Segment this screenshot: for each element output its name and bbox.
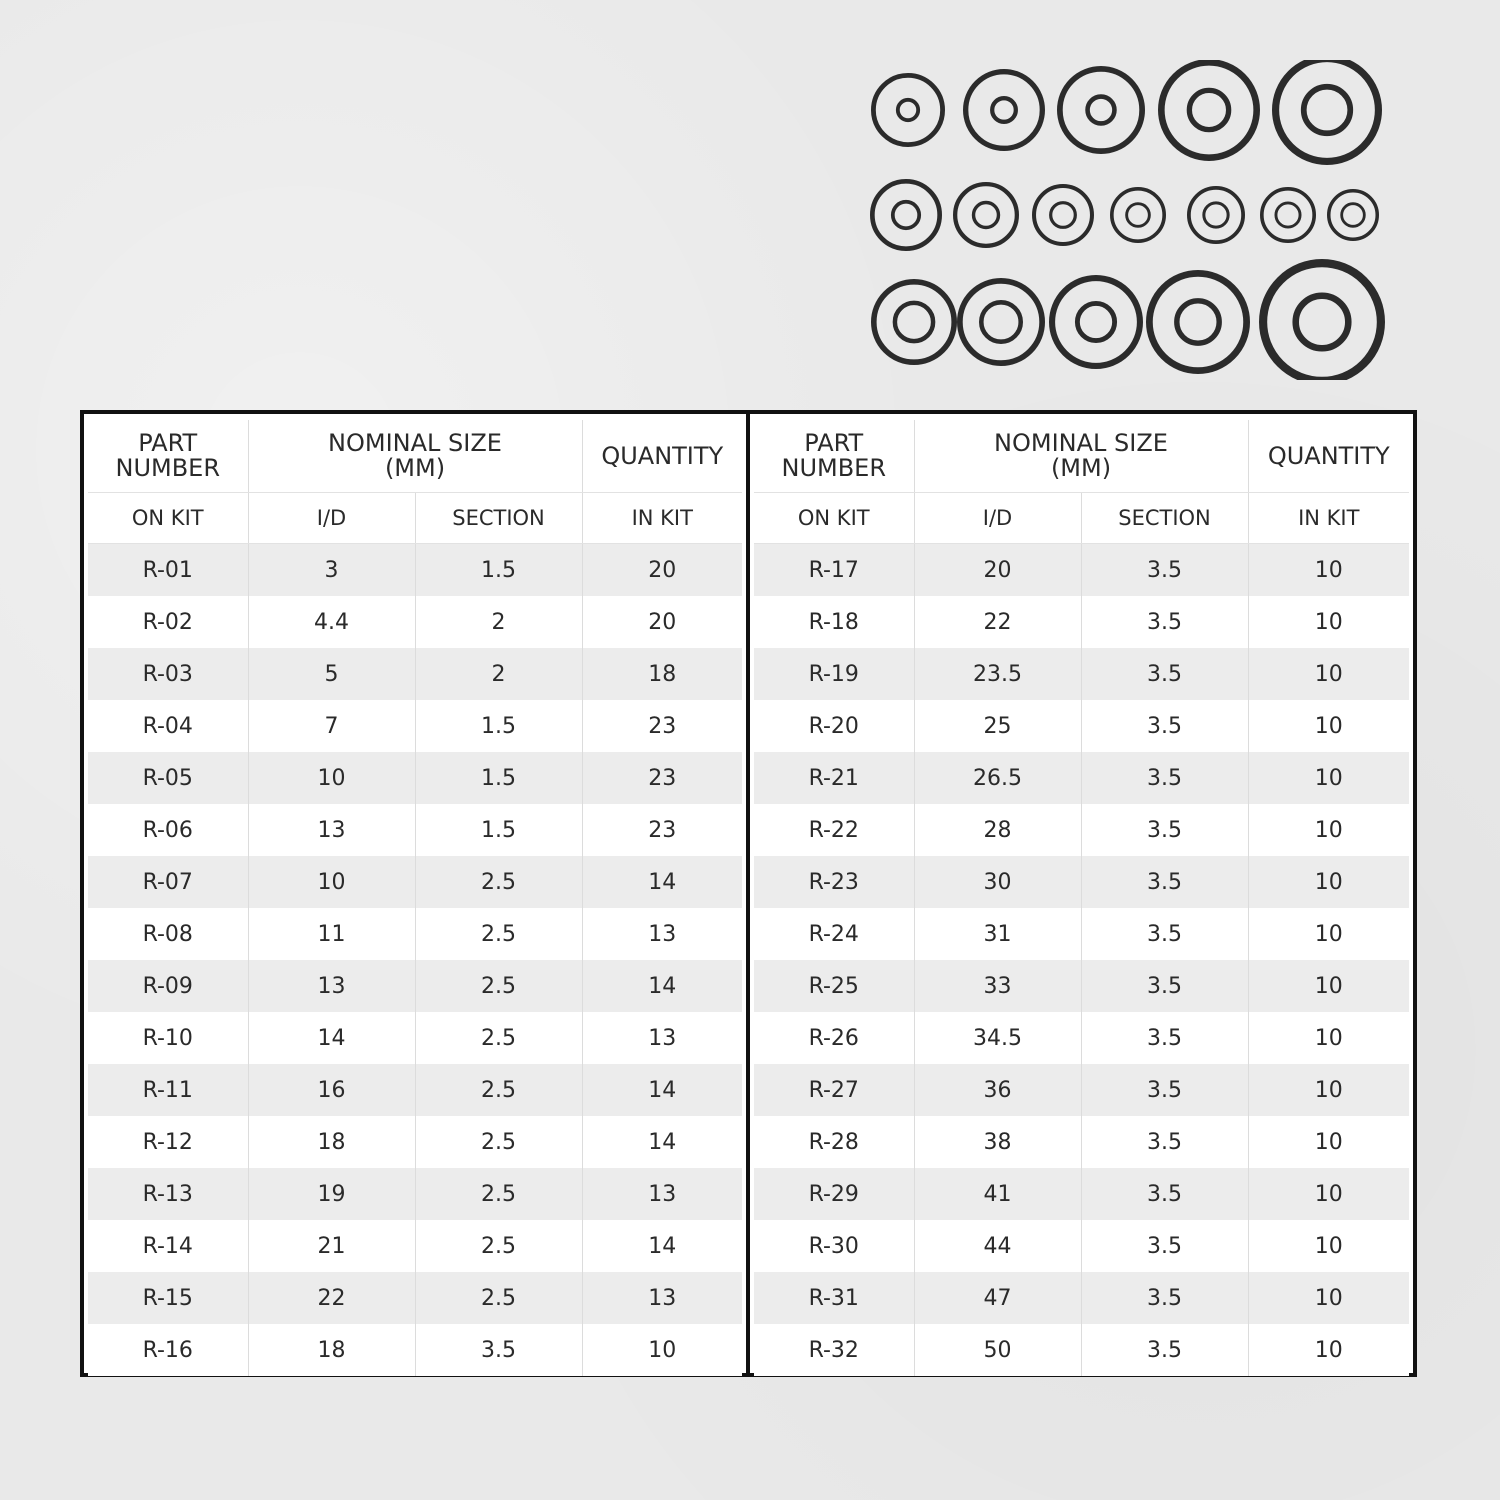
- quantity-cell: 14: [582, 960, 742, 1012]
- id-cell: 16: [248, 1064, 415, 1116]
- section-cell: 3.5: [1081, 700, 1248, 752]
- quantity-cell: 10: [1248, 1012, 1409, 1064]
- quantity-cell: 10: [1248, 908, 1409, 960]
- quantity-cell: 10: [1248, 1272, 1409, 1324]
- section-cell: 2.5: [415, 908, 582, 960]
- quantity-cell: 13: [582, 908, 742, 960]
- section-cell: 2: [415, 596, 582, 648]
- right-table: [754, 420, 1409, 1376]
- o-ring-illustration: [860, 60, 1400, 380]
- part-number-cell: R-09: [88, 960, 248, 1012]
- table-row: [754, 700, 1409, 752]
- part-number-cell: R-10: [88, 1012, 248, 1064]
- section-cell: 3.5: [1081, 908, 1248, 960]
- quantity-cell: 13: [582, 1272, 742, 1324]
- id-cell: 7: [248, 700, 415, 752]
- quantity-cell: 10: [1248, 1064, 1409, 1116]
- id-cell: 5: [248, 648, 415, 700]
- table-row: [754, 804, 1409, 856]
- section-cell: 2.5: [415, 1116, 582, 1168]
- id-cell: 19: [248, 1168, 415, 1220]
- quantity-cell: 10: [1248, 856, 1409, 908]
- table-row: [754, 856, 1409, 908]
- o-ring-icon: [1161, 62, 1256, 157]
- part-number-cell: R-03: [88, 648, 248, 700]
- part-number-cell: R-15: [88, 1272, 248, 1324]
- section-header: SECTION: [1081, 493, 1248, 544]
- o-ring-icon: [1149, 273, 1246, 370]
- quantity-cell: 10: [1248, 1220, 1409, 1272]
- on-kit-header: ON KIT: [88, 493, 248, 544]
- id-cell: 13: [248, 804, 415, 856]
- table-row: [88, 908, 742, 960]
- o-ring-icon: [872, 181, 939, 248]
- id-cell: 3: [248, 544, 415, 597]
- quantity-cell: 10: [1248, 1324, 1409, 1376]
- section-cell: 1.5: [415, 752, 582, 804]
- table-row: [88, 544, 742, 597]
- left-table: [88, 420, 742, 1376]
- table-row: [88, 1116, 742, 1168]
- section-cell: 3.5: [1081, 1116, 1248, 1168]
- part-number-cell: R-07: [88, 856, 248, 908]
- part-number-cell: R-17: [754, 544, 914, 597]
- table-row: [754, 1064, 1409, 1116]
- quantity-cell: 23: [582, 804, 742, 856]
- table-row: [88, 1272, 742, 1324]
- quantity-cell: 18: [582, 648, 742, 700]
- part-number-cell: R-18: [754, 596, 914, 648]
- id-cell: 26.5: [914, 752, 1081, 804]
- in-kit-header: IN KIT: [1248, 493, 1409, 544]
- part-number-cell: R-06: [88, 804, 248, 856]
- id-cell: 38: [914, 1116, 1081, 1168]
- quantity-cell: 10: [582, 1324, 742, 1376]
- o-ring-icon: [1263, 263, 1381, 380]
- id-cell: 31: [914, 908, 1081, 960]
- table-row: [754, 648, 1409, 700]
- id-cell: 44: [914, 1220, 1081, 1272]
- table-row: [754, 960, 1409, 1012]
- table-row: [754, 1272, 1409, 1324]
- part-number-cell: R-08: [88, 908, 248, 960]
- quantity-cell: 10: [1248, 1168, 1409, 1220]
- id-cell: 18: [248, 1324, 415, 1376]
- id-cell: 50: [914, 1324, 1081, 1376]
- part-number-cell: R-04: [88, 700, 248, 752]
- table-row: [754, 1168, 1409, 1220]
- section-header: SECTION: [415, 493, 582, 544]
- table-row: [88, 960, 742, 1012]
- id-cell: 33: [914, 960, 1081, 1012]
- o-ring-icon: [966, 72, 1043, 149]
- id-cell: 41: [914, 1168, 1081, 1220]
- section-cell: 1.5: [415, 804, 582, 856]
- table-row: [754, 596, 1409, 648]
- id-cell: 22: [248, 1272, 415, 1324]
- table-row: [88, 752, 742, 804]
- quantity-cell: 14: [582, 1116, 742, 1168]
- id-cell: 28: [914, 804, 1081, 856]
- id-cell: 23.5: [914, 648, 1081, 700]
- id-cell: 34.5: [914, 1012, 1081, 1064]
- o-ring-icon: [1112, 189, 1164, 241]
- quantity-cell: 20: [582, 544, 742, 597]
- quantity-cell: 14: [582, 856, 742, 908]
- id-header: I/D: [248, 493, 415, 544]
- part-number-cell: R-24: [754, 908, 914, 960]
- o-ring-icon: [874, 282, 954, 362]
- part-number-cell: R-11: [88, 1064, 248, 1116]
- id-cell: 20: [914, 544, 1081, 597]
- section-cell: 3.5: [1081, 1064, 1248, 1116]
- part-number-cell: R-05: [88, 752, 248, 804]
- table-row: [754, 544, 1409, 597]
- section-cell: 2.5: [415, 1012, 582, 1064]
- table-row: [88, 1012, 742, 1064]
- section-cell: 3.5: [1081, 960, 1248, 1012]
- quantity-cell: 10: [1248, 752, 1409, 804]
- table-row: [754, 908, 1409, 960]
- id-cell: 10: [248, 856, 415, 908]
- id-cell: 18: [248, 1116, 415, 1168]
- section-cell: 3.5: [1081, 1220, 1248, 1272]
- part-number-cell: R-22: [754, 804, 914, 856]
- part-number-header: PART NUMBER: [88, 420, 248, 493]
- part-number-cell: R-32: [754, 1324, 914, 1376]
- table-row: [88, 856, 742, 908]
- o-ring-icon: [955, 184, 1017, 246]
- o-ring-icon: [1276, 60, 1379, 161]
- section-cell: 2.5: [415, 1168, 582, 1220]
- quantity-cell: 13: [582, 1168, 742, 1220]
- section-cell: 2.5: [415, 856, 582, 908]
- quantity-cell: 10: [1248, 700, 1409, 752]
- table-row: [754, 1324, 1409, 1376]
- part-number-header: PART NUMBER: [754, 420, 914, 493]
- part-number-cell: R-27: [754, 1064, 914, 1116]
- table-row: [88, 1064, 742, 1116]
- quantity-header: QUANTITY: [582, 420, 742, 493]
- o-ring-icon: [1189, 188, 1243, 242]
- id-cell: 47: [914, 1272, 1081, 1324]
- quantity-cell: 10: [1248, 544, 1409, 597]
- quantity-cell: 13: [582, 1012, 742, 1064]
- table-row: [754, 1220, 1409, 1272]
- section-cell: 3.5: [1081, 544, 1248, 597]
- part-number-cell: R-02: [88, 596, 248, 648]
- table-row: [88, 804, 742, 856]
- table-row: [754, 752, 1409, 804]
- parts-table: [80, 410, 1417, 1377]
- quantity-cell: 10: [1248, 596, 1409, 648]
- section-cell: 3.5: [1081, 1324, 1248, 1376]
- o-ring-icon: [873, 75, 942, 144]
- quantity-header: QUANTITY: [1248, 420, 1409, 493]
- part-number-cell: R-25: [754, 960, 914, 1012]
- table-row: [88, 700, 742, 752]
- id-header: I/D: [914, 493, 1081, 544]
- quantity-cell: 10: [1248, 1116, 1409, 1168]
- section-cell: 2.5: [415, 1064, 582, 1116]
- section-cell: 2.5: [415, 960, 582, 1012]
- o-ring-icon: [1034, 186, 1092, 244]
- table-right-panel: [750, 414, 1413, 1373]
- nominal-size-header: NOMINAL SIZE (MM): [248, 420, 582, 493]
- section-cell: 2.5: [415, 1272, 582, 1324]
- section-cell: 2: [415, 648, 582, 700]
- table-row: [88, 1324, 742, 1376]
- part-number-cell: R-19: [754, 648, 914, 700]
- table-row: [88, 648, 742, 700]
- section-cell: 3.5: [1081, 1168, 1248, 1220]
- quantity-cell: 14: [582, 1220, 742, 1272]
- table-left-panel: [84, 414, 750, 1373]
- part-number-cell: R-23: [754, 856, 914, 908]
- id-cell: 21: [248, 1220, 415, 1272]
- part-number-cell: R-20: [754, 700, 914, 752]
- section-cell: 3.5: [415, 1324, 582, 1376]
- quantity-cell: 14: [582, 1064, 742, 1116]
- table-row: [754, 1012, 1409, 1064]
- section-cell: 3.5: [1081, 804, 1248, 856]
- id-cell: 22: [914, 596, 1081, 648]
- o-ring-icon: [1329, 191, 1378, 240]
- on-kit-header: ON KIT: [754, 493, 914, 544]
- id-cell: 36: [914, 1064, 1081, 1116]
- part-number-cell: R-28: [754, 1116, 914, 1168]
- section-cell: 3.5: [1081, 648, 1248, 700]
- id-cell: 14: [248, 1012, 415, 1064]
- section-cell: 3.5: [1081, 1272, 1248, 1324]
- quantity-cell: 23: [582, 752, 742, 804]
- quantity-cell: 23: [582, 700, 742, 752]
- quantity-cell: 10: [1248, 648, 1409, 700]
- o-ring-icon: [1052, 278, 1140, 366]
- part-number-cell: R-14: [88, 1220, 248, 1272]
- quantity-cell: 20: [582, 596, 742, 648]
- part-number-cell: R-21: [754, 752, 914, 804]
- o-ring-icon: [1262, 189, 1314, 241]
- part-number-cell: R-16: [88, 1324, 248, 1376]
- part-number-cell: R-29: [754, 1168, 914, 1220]
- id-cell: 4.4: [248, 596, 415, 648]
- part-number-cell: R-12: [88, 1116, 248, 1168]
- part-number-cell: R-01: [88, 544, 248, 597]
- id-cell: 25: [914, 700, 1081, 752]
- id-cell: 11: [248, 908, 415, 960]
- id-cell: 10: [248, 752, 415, 804]
- o-ring-icon: [1060, 69, 1142, 151]
- table-row: [88, 1220, 742, 1272]
- id-cell: 30: [914, 856, 1081, 908]
- section-cell: 2.5: [415, 1220, 582, 1272]
- table-row: [88, 1168, 742, 1220]
- part-number-cell: R-31: [754, 1272, 914, 1324]
- id-cell: 13: [248, 960, 415, 1012]
- part-number-cell: R-13: [88, 1168, 248, 1220]
- quantity-cell: 10: [1248, 804, 1409, 856]
- part-number-cell: R-30: [754, 1220, 914, 1272]
- o-ring-icon: [960, 281, 1042, 363]
- nominal-size-header: NOMINAL SIZE (MM): [914, 420, 1248, 493]
- section-cell: 3.5: [1081, 1012, 1248, 1064]
- table-row: [88, 596, 742, 648]
- in-kit-header: IN KIT: [582, 493, 742, 544]
- section-cell: 3.5: [1081, 596, 1248, 648]
- table-row: [754, 1116, 1409, 1168]
- section-cell: 1.5: [415, 544, 582, 597]
- section-cell: 3.5: [1081, 752, 1248, 804]
- part-number-cell: R-26: [754, 1012, 914, 1064]
- section-cell: 3.5: [1081, 856, 1248, 908]
- section-cell: 1.5: [415, 700, 582, 752]
- quantity-cell: 10: [1248, 960, 1409, 1012]
